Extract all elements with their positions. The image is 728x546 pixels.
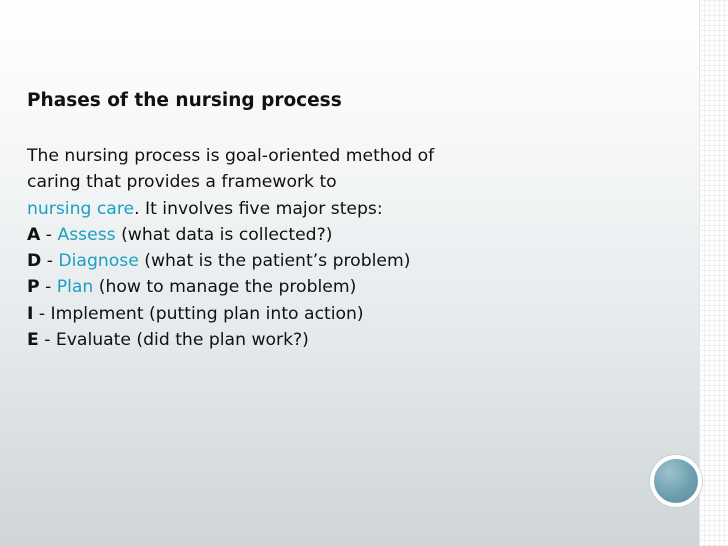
step-desc: (putting plan into action) <box>143 303 364 324</box>
step-sep: - <box>40 224 58 245</box>
step-letter: E <box>27 330 39 351</box>
intro-line-1: The nursing process is goal-oriented method of <box>27 146 435 166</box>
step-sep: - <box>41 251 59 272</box>
intro-line-3-rest: . It involves five major steps: <box>134 198 383 219</box>
step-desc: (what data is collected?) <box>115 224 333 245</box>
step-letter: D <box>27 251 42 272</box>
step-desc: (how to manage the problem) <box>93 277 357 298</box>
step-word: Implement <box>50 303 144 324</box>
step-evaluate <box>27 327 547 353</box>
step-letter: P <box>27 277 40 298</box>
step-diagnose <box>27 248 547 274</box>
step-assess <box>27 222 547 248</box>
slide-content <box>27 88 547 353</box>
step-sep: - <box>38 330 56 351</box>
step-sep: - <box>39 277 57 298</box>
step-letter: I <box>27 303 34 324</box>
step-desc: (did the plan work?) <box>130 330 309 351</box>
intro-line-3 <box>27 196 547 222</box>
assess-link[interactable]: Assess <box>57 224 116 245</box>
step-desc: (what is the patient’s problem) <box>138 251 411 272</box>
step-plan <box>27 274 547 300</box>
step-letter: A <box>27 224 41 245</box>
plan-link[interactable]: Plan <box>56 277 94 298</box>
decorative-side-strip <box>699 0 728 546</box>
step-sep: - <box>33 303 51 324</box>
diagnose-link[interactable]: Diagnose <box>58 251 139 272</box>
step-word: Evaluate <box>55 330 131 351</box>
decorative-circle-icon <box>650 455 702 507</box>
slide-title: Phases of the nursing process <box>27 90 342 111</box>
intro-line-2: caring that provides a framework to <box>27 172 337 193</box>
body-text <box>27 143 547 353</box>
nursing-care-link[interactable]: nursing care <box>27 198 135 219</box>
step-implement <box>27 301 547 327</box>
